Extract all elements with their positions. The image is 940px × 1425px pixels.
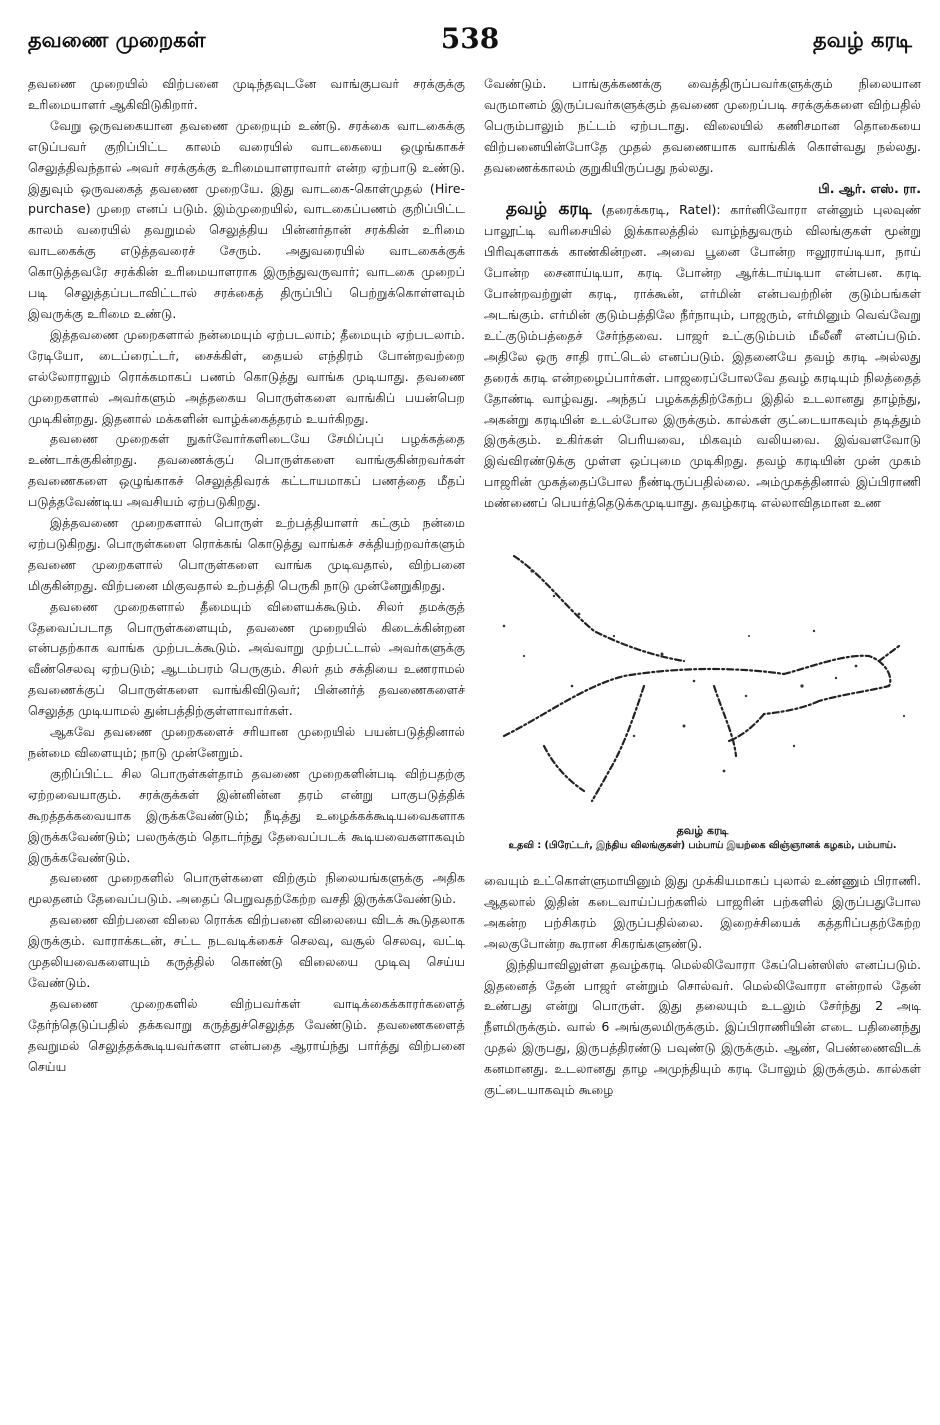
paragraph: இந்தியாவிலுள்ள தவழ்கரடி மெல்லிவோரா கேப்பென்ஸிஸ் எனப்படும். இதனைத் தேன் பாஜர் என்றும் சொல்வர். மெல்லிவோரா என்றால் தேன் உண்பது என்று பொருள். இது தலையும் உடலும் சேர்ந்து 2 அடி நீளமிருக்கும். வால் 6 அங்குலமிருக்கும். இப்பிராணியின் எடை பதினைந்து முதல் இருபது, இருபத்திரண்டு பவுண்டு இருக்கும். ஆண், பெண்ணைவிடக் கனமானது. உடலானது தாழ அமுந்தியும் கரடி போலும் இருக்கும். கால்கள் குட்டையாகவும் கூழை: [484, 956, 921, 1098]
author-signature: பி. ஆர். எஸ். ரா.: [818, 180, 921, 196]
paragraph: இத்தவணை முறைகளால் பொருள் உற்பத்தியாளர் கட்கும் நன்மை ஏற்படுகிறது. பொருள்களை ரொக்கங் கொடுத்து வாங்கச் சக்தியற்றவர்களும் தவணை முறைகளால் பொருள்களை வாங்க முடிவதால், விற்பனை மிகுகின்றது. விற்பனை மிகுவதால் உற்பத்தி பெருகி நாடு முன்னேறுகிறது.: [28, 515, 465, 593]
ratel-illustration: [484, 536, 921, 821]
running-head-right: தவழ் கரடி: [813, 28, 912, 52]
paragraph: வையும் உட்கொள்ளுமாயினும் இது முக்கியமாகப் புலால் உண்ணும் பிராணி. ஆதலால் இதின் கடைவாய்ப்பற்களில் பாஜரின் பற்களில் இருப்பதுபோல அகன்ற பற்சிகரம் இருப்பதில்லை. இறைச்சியைக் கத்தரிப்பதற்கேற்ற அலகுபோன்ற கூரான சிகரங்களுண்டு.: [484, 873, 921, 951]
ratel-drawing: [484, 536, 921, 821]
paragraph: குறிப்பிட்ட சில பொருள்கள்தாம் தவணை முறைகளின்படி விற்பதற்கு ஏற்றவையாகும். சரக்குக்கள் இன்னின்ன தரம் என்று பாகுபடுத்திக் கூறத்தக்கவையாக இருக்கவேண்டும்; நீடித்து உழைக்கக்கூடியவைகளாக இருக்கவேண்டும்; பலருக்கும் தொடர்ந்து தேவைப்படக் கூடியவைகளாகவும் இருக்கவேண்டும்.: [28, 765, 465, 865]
figure-credit: உதவி : (பிரேட்டர், இந்திய விலங்குகள்) பம்பாய் இயற்கை விஞ்ஞானக் கழகம், பம்பாய்.: [508, 840, 897, 852]
paragraph: தவணை முறைகளில் பொருள்களை விற்கும் நிலையங்களுக்கு அதிக மூலதனம் தேவைப்படும். அதைப் பெறுவதற்கேற்ற வசதி இருக்கவேண்டும்.: [28, 870, 465, 907]
page-header: [28, 22, 912, 62]
paragraph-continuation: வேண்டும். பாங்குக்கணக்கு வைத்திருப்பவர்களுக்கும் நிலையான வருமானம் இருப்பவர்களுக்கும் தவணை முறைப்படி சரக்குக்களை விற்பதில் பெரும்பாலும் நட்டம் ஏற்படாது. விலையில் கணிசமான தொகையை விற்பனையின்போதே முதல் தவணையாக வாங்கிக் கொள்வது நல்லது. தவணைக்காலம் குறுகியிருப்பது நல்லது.: [484, 76, 921, 175]
entry-paragraph: [484, 199, 921, 514]
paragraph: இத்தவணை முறைகளால் நன்மையும் ஏற்படலாம்; தீமையும் ஏற்படலாம். ரேடியோ, டைப்ரைட்டர், சைக்கிள், தையல் எந்திரம் போன்றவற்றை எல்லோராலும் ரொக்கமாகப் பணம் கொடுத்து வாங்க முடியாது. தவணை முறைகளால் அவர்களும் அத்தகைய பொருள்களை வாங்கிப் பயன்பெற முடிகின்றது. இதனால் மக்களின் வாழ்க்கைத்தரம் உயர்கிறது.: [28, 326, 465, 426]
right-column: [484, 74, 921, 1101]
entry-title: தவழ் கரடி: [506, 199, 592, 220]
paragraph: தவணை முறைகளால் தீமையும் விளையக்கூடும். சிலர் தமக்குத் தேவைப்படாத பொருள்களையும், தவணை முறையில் கிடைக்கின்றன என்பதற்காக வாங்க முற்படக்கூடும். அவ்வாறு முற்பட்டால் அவர்களுக்கு வீண்செலவு ஏற்படும்; ஆடம்பரம் பெருகும். சிலர் தம் சக்தியை உணராமல் தவணைக்குப் பொருள்களை வாங்கிவிடுவர்; பின்னர்த் தவணைகளைச் செலுத்த முடியாமல் துன்பத்திற்குள்ளாவார்கள்.: [28, 598, 465, 719]
paragraph: தவணை முறைகள் நுகர்வோர்களிடையே சேமிப்புப் பழக்கத்தை உண்டாக்குகின்றது. தவணைக்குப் பொருள்களை வாங்குகின்றவர்கள் தவணைகளை ஒழுங்காகச் செலுத்திவரக் கட்டாயமாகப் பணத்தை மீதப் படுத்தவேண்டிய அவசியம் ஏற்படுகிறது.: [28, 431, 465, 510]
figure-caption: தவழ் கரடி: [676, 824, 729, 838]
page-number: 538: [440, 22, 500, 55]
paragraph: தவணை முறையில் விற்பனை முடிந்தவுடனே வாங்குபவர் சரக்குக்கு உரிமையாளர் ஆகிவிடுகிறார்.: [28, 76, 465, 112]
paragraph: தவணை விற்பனை விலை ரொக்க விற்பனை விலையை விடக் கூடுதலாக இருக்கும். வாராக்கடன், சட்ட நடவடிக்கைச் செலவு, வசூல் செலவு, வட்டி முதலியவைகளையும் கருத்தில் கொண்டு விலையை முடிவு செய்ய வேண்டும்.: [28, 912, 465, 990]
left-column: [28, 74, 465, 1078]
paragraph: வேறு ஒருவகையான தவணை முறையும் உண்டு. சரக்கை வாடகைக்கு எடுப்பவர் குறிப்பிட்ட காலம் வரையில் வாடகையை ஒழுங்காகச் செலுத்திவந்தால் அவர் சரக்குக்கு உரிமையாளராவார் என்ற ஏற்பாடு உண்டு. இதுவும் ஒருவகைத் தவணை முறையே. இது வாடகை-கொள்முதல் (Hire-purchase) முறை எனப் படும். இம்முறையில், வாடகைப்பணம் குறிப்பிட்ட காலம் வரையில் தவறுமல் செலுத்திய பின்னர்தான் சரக்கின் உரிமை வாடகைக்கு எடுத்தவரைச் சேரும். அதுவரையில் வாடகைக்குக் கொடுத்தவரே சரக்கின் உரிமையாளராக இருந்துவருவார்; வாடகை முறைப் படி செலுத்தப்படாவிட்டால் சரக்கைத் திருப்பிப் பெற்றுக்கொள்ளவும் இவருக்கு உரிமை உண்டு.: [28, 117, 465, 321]
running-head-left: தவணை முறைகள்: [28, 28, 206, 52]
entry-text: கார்னிவோரா என்னும் புலவுண் பாலூட்டி வரிசையில் இக்காலத்தில் வாழ்ந்துவரும் விலங்குகள் மூன்று பிரிவுகளாகக் காண்கின்றன. அவை பூனை போன்ற ஈலூராய்டியா, நாய் போன்ற சைனாய்டியா, கரடி போன்ற ஆர்க்டாய்டியா என்பன. கரடி போன்றவற்றுள் கரடி, ராக்கூன், எர்மின் என்பவற்றின் குடும்பங்கள் அடங்கும். எர்மின் குடும்பத்திலே நீர்நாயும், பாஜரும், எர்மினும் வெவ்வேறு உட்குடும்பத்தைச் சேர்ந்தவை. பாஜர் உட்குடும்பம் மீலீனீ எனப்படும். அதிலே ஒரு சாதி ராட்டெல் எனப்படும். இதனையே தவழ் கரடி அல்லது தரைக் கரடி என்றழைப்பார்கள். பாஜரைப்போலவே தவழ் கரடியும் நிலத்தைத் தோண்டி வாழ்வது. அந்தப் பழக்கத்திற்கேற்ப இதில் உடலானது தாழ்ந்து, அகன்று கரடியின் உடல்போல இருக்கும். கால்கள் குட்டையாகவும் தடித்தும் இருக்கும். உகிர்கள் பெரியவை, மிகவும் வலியவை. இவ்வளவோடு இவ்விரண்டுக்கு முள்ள ஒப்புமை முடிகிறது. தவழ் கரடியின் முன் முகம் பாஜரின் முகத்தைப்போல நீண்டிருப்பதில்லை. அம்முகத்தினால் இப்பிராணி மண்ணைப் பெயர்த்தெடுக்கமுடியாது. தவழ்கரடி எல்லாவிதமான உண: [484, 202, 921, 511]
paragraph: தவணை முறைகளில் விற்பவர்கள் வாடிக்கைக்காரர்களைத் தேர்ந்தெடுப்பதில் தக்கவாறு கருத்துச்செலுத்த வேண்டும். தவணைகளைத் தவறுமல் செலுத்தக்கூடியவர்களா என்பதை ஆராய்ந்து பார்த்து விற்பனை செய்ய: [28, 995, 465, 1074]
paragraph: ஆகவே தவணை முறைகளைச் சரியான முறையில் பயன்படுத்தினால் நன்மை விளையும்; நாடு முன்னேறும்.: [28, 724, 465, 760]
entry-subtitle: (தரைக்கரடி, Ratel):: [601, 202, 721, 218]
